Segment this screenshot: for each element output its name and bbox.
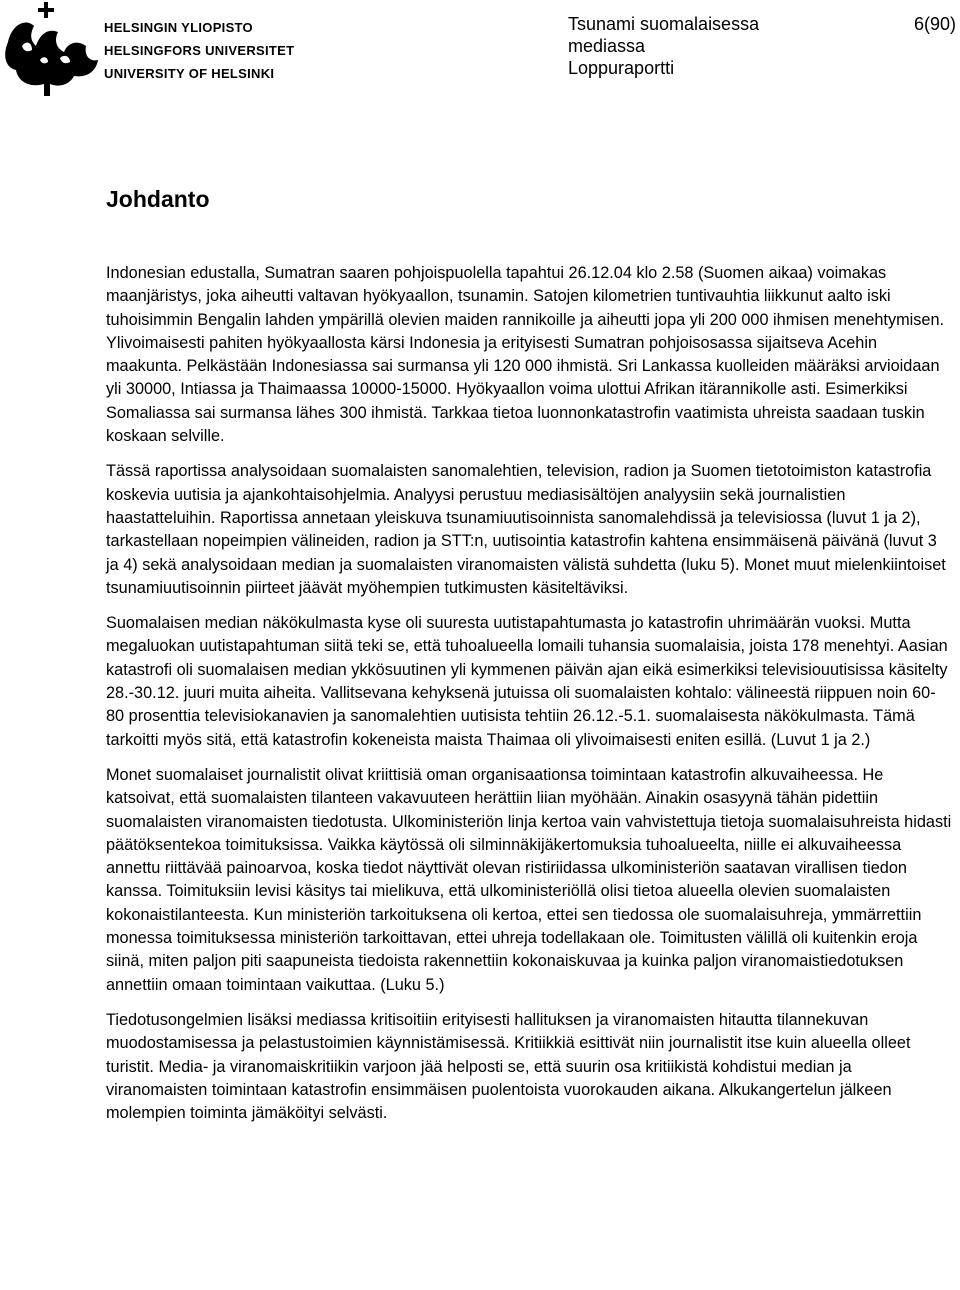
body-text: [106, 262, 952, 1137]
header-title-line-2: mediassa: [568, 36, 646, 56]
running-header: [568, 13, 960, 79]
page-number: 6(90): [913, 14, 956, 34]
logo-line-sv: HELSINGFORS UNIVERSITET: [104, 43, 295, 58]
paragraph: Suomalaisen median näkökulmasta kyse oli suuresta uutistapahtumasta jo katastrofin uhrimäärän vuoksi. Mutta megaluokan uutistapahtuman siitä teki se, että tuhoalueella lomaili tuhansia suomalaisia, joista 178 menehtyi. Aasian katastrofi oli suomalaisen median ykkösuutinen yli kymmenen päivän ajan eikä esimerkiksi televisiouutisissa käsitelty 28.-30.12. juuri muita aiheita. Vallitsevana kehyksenä jutuissa oli suomalaisten kohtalo: välineestä riippuen noin 60-80 prosenttia televisiokanavien ja sanomalehtien uutisista tehtiin 26.12.-5.1. suomalaisesta näkökulmasta. Tämä tarkoitti myös sitä, että katastrofin kokeneista maista Thaimaa oli ylivoimaisesti eniten esillä. (Luvut 1 ja 2.): [106, 614, 948, 749]
logo-line-en: UNIVERSITY OF HELSINKI: [104, 66, 275, 81]
header-title-line-1: Tsunami suomalaisessa: [568, 14, 760, 34]
header-title-line-3: Loppuraportti: [568, 58, 675, 78]
paragraph: Tässä raportissa analysoidaan suomalaisten sanomalehtien, television, radion ja Suomen tietotoimiston katastrofia koskevia uutisia ja ajankohtaisohjelmia. Analyysi perustuu mediasisältöjen analyysiin sekä journalistien haastatteluihin. Raportissa annetaan yleiskuva tsunamiuutisoinnista sanomalehdissä ja televisiossa (luvut 1 ja 2), tarkastellaan nopeimpien välineiden, radion ja STT:n, uutisointia katastrofin kahtena ensimmäisenä päivänä (luvut 3 ja 4) sekä analysoidaan median ja suomalaisten viranomaisten välistä suhdetta (luku 5). Monet muut mielenkiintoiset tsunamiuutisoinnin piirteet jäävät myöhempien tutkimusten käsiteltäviksi.: [106, 462, 946, 597]
paragraph: Tiedotusongelmien lisäksi mediassa kritisoitiin erityisesti hallituksen ja viranomaisten hitautta tilannekuvan muodostamisessa ja pelastustoimien käynnistämisessä. Kritiikkiä esittivät niin journalistit itse kuin alueella olleet turistit. Media- ja viranomaiskritiikin varjoon jää helposti se, että suurin osa kritiikistä kohdistui median ja viranomaisten toimintaan katastrofin ensimmäisen puolentoista vuorokauden aikana. Alkukangertelun jälkeen molempien toiminta jämäköityi selvästi.: [106, 1010, 911, 1123]
flame-emblem-icon: [0, 0, 100, 96]
logo-line-fi: HELSINGIN YLIOPISTO: [104, 20, 253, 35]
section-heading: Johdanto: [106, 186, 210, 212]
university-logo: [0, 0, 300, 96]
paragraph: Monet suomalaiset journalistit olivat kriittisiä oman organisaationsa toimintaan katastrofin alkuvaiheessa. He katsoivat, että suomalaisten tilanteen vakavuuteen herättiin liian myöhään. Ainakin osasyynä tähän pidettiin suomalaisten viranomaisten tiedotusta. Ulkoministeriön linja kertoa vain vahvistettuja tietoja suomalaisuhreista hidasti päätöksentekoa toimituksissa. Vaikka käytössä oli silminnäkijäkertomuksia tuhoalueelta, niille ei alkuvaiheessa annettu riittävää painoarvoa, koska tiedot näyttivät olevan ristiriidassa ulkoministeriön saatavan virallisen tiedon kanssa. Toimituksiin levisi käsitys tai mielikuva, että ulkoministeriöllä olisi tietoa alueella olevien suomalaisten kokonaistilanteesta. Kun ministeriön tarkoituksena oli kertoa, ettei sen tiedossa ole suomalaisuhreja, ymmärrettiin monessa toimituksessa ministeriön tarkoittavan, ettei uhreja todellakaan ole. Toimitusten välillä oli kuitenkin eroja siinä, miten paljon piti saapuneista tiedoista rakennettiin kokonaiskuvaa ja kuinka paljon viranomaistiedotuksen annettiin omaan toimintaan vaikuttaa. (Luku 5.): [106, 765, 952, 994]
paragraph: Indonesian edustalla, Sumatran saaren pohjoispuolella tapahtui 26.12.04 klo 2.58 (Suomen aikaa) voimakas maanjäristys, joka aiheutti valtavan hyökyaallon, tsunamin. Satojen kilometrien tuntivauhtia liikkunut aalto iski tuhoisimmin Bengalin lahden ympärillä olevien maiden rannikoille ja aiheutti jopa yli 200 000 ihmisen menehtymisen. Ylivoimaisesti pahiten hyökyaallosta kärsi Indonesia ja erityisesti Sumatran pohjoisosassa sijaitseva Acehin maakunta. Pelkästään Indonesiassa sai surmansa yli 120 000 ihmistä. Sri Lankassa kuolleiden määräksi arvioidaan yli 30000, Intiassa ja Thaimaassa 10000-15000. Hyökyaallon voima ulottui Afrikan itärannikolle asti. Esimerkiksi Somaliassa sai surmansa lähes 300 ihmistä. Tarkkaa tietoa luonnonkatastrofin vaatimista uhreista saadaan tuskin koskaan selville.: [106, 264, 945, 446]
